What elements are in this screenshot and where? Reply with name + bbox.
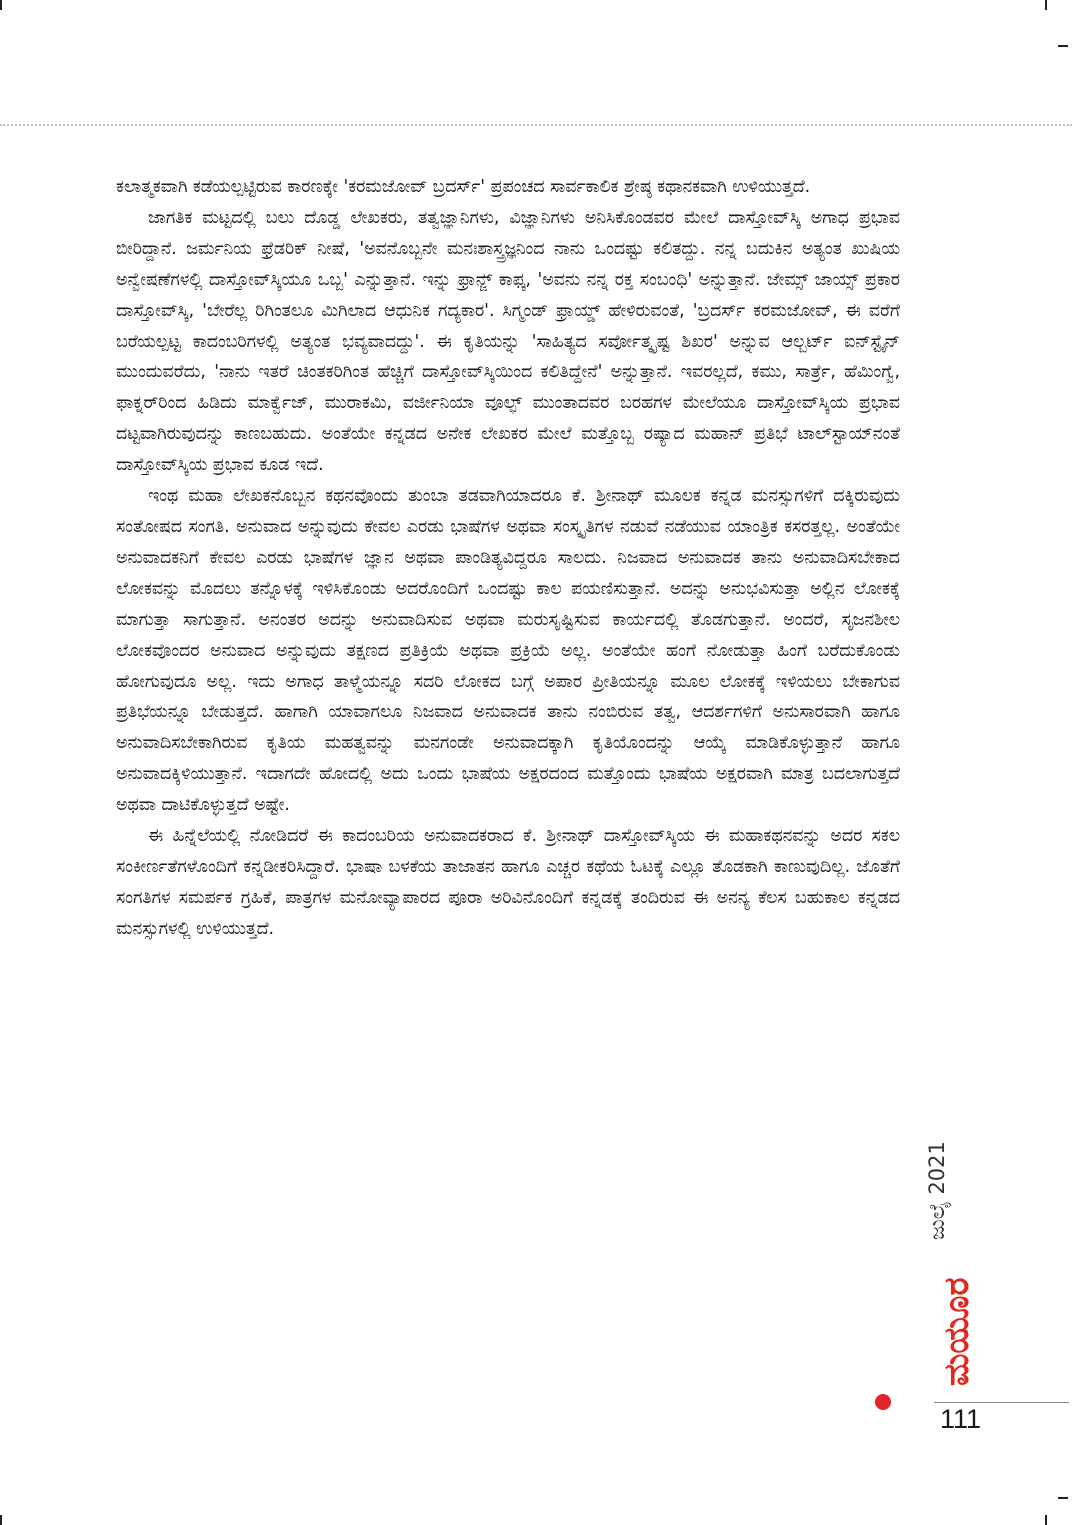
paragraph-2: ಜಾಗತಿಕ ಮಟ್ಟದಲ್ಲಿ ಬಲು ದೊಡ್ಡ ಲೇಖಕರು, ತತ್ವಜ್ಞಾನಿಗಳು, ವಿಜ್ಞಾನಿಗಳು ಅನಿಸಿಕೊಂಡವರ ಮೇಲೆ ದಾಸ್ತೋವ್‌ಸ್ಕಿ ಅಗಾಧ ಪ್ರಭಾವ ಬೀರಿದ್ದಾನೆ. ಜರ್ಮನಿಯ ಫ್ರೆಡರಿಕ್ ನೀಷೆ, 'ಅವನೊಬ್ಬನೇ ಮನಃಶಾಸ್ತ್ರಜ್ಞನಿಂದ ನಾನು ಒಂದಷ್ಟು ಕಲಿತದ್ದು. ನನ್ನ ಬದುಕಿನ ಅತ್ಯಂತ ಖುಷಿಯ ಅನ್ವೇಷಣೆಗಳಲ್ಲಿ ದಾಸ್ತೋವ್‌ಸ್ಕಿಯೂ ಒಬ್ಬ' ಎನ್ನುತ್ತಾನೆ. ಇನ್ನು ಫ್ರಾನ್ಜ್ ಕಾಫ್ಕ, 'ಅವನು ನನ್ನ ರಕ್ತ ಸಂಬಂಧಿ' ಅನ್ನುತ್ತಾನೆ. ಜೇಮ್ಸ್ ಜಾಯ್ಸ್ ಪ್ರಕಾರ ದಾಸ್ತೋವ್‌ಸ್ಕಿ, 'ಬೇರೆಲ್ಲ ರಿಗಿಂತಲೂ ಮಿಗಿಲಾದ ಆಧುನಿಕ ಗದ್ಯಕಾರ'. ಸಿಗ್ಮಂಡ್ ಫ್ರಾಯ್ಡ್ ಹೇಳಿರುವಂತೆ, 'ಬ್ರದರ್ಸ್ ಕರಮಜೋವ್, ಈ ವರೆಗೆ ಬರೆಯಲ್ಪಟ್ಟ ಕಾದಂಬರಿಗಳಲ್ಲಿ ಅತ್ಯಂತ ಭವ್ಯವಾದದ್ದು'. ಈ ಕೃತಿಯನ್ನು 'ಸಾಹಿತ್ಯದ ಸರ್ವೋತ್ಕೃಷ್ಟ ಶಿಖರ' ಅನ್ನುವ ಆಲ್ಬರ್ಟ್ ಐನ್‌ಸ್ಟೈನ್ ಮುಂದುವರೆದು, 'ನಾನು ಇತರೆ ಚಿಂತಕರಿಗಿಂತ ಹೆಚ್ಚಿಗೆ ದಾಸ್ತೋವ್‌ಸ್ಕಿಯಿಂದ ಕಲಿತಿದ್ದೇನೆ' ಅನ್ನುತ್ತಾನೆ. ಇವರಲ್ಲದೆ, ಕಮು, ಸಾರ್ತ್ರೆ, ಹೆಮಿಂಗ್ವೆ, ಫಾಕ್ನರ್‌ರಿಂದ ಹಿಡಿದು ಮಾರ್ಕ್ವೆಜ್, ಮುರಾಕಮಿ, ವರ್ಜೀನಿಯಾ ವೂಲ್ಫ್ ಮುಂತಾದವರ ಬರಹಗಳ ಮೇಲೆಯೂ ದಾಸ್ತೋವ್‌ಸ್ಕಿಯ ಪ್ರಭಾವ ದಟ್ಟವಾಗಿರುವುದನ್ನು ಕಾಣಬಹುದು. ಅಂತೆಯೇ ಕನ್ನಡದ ಅನೇಕ ಲೇಖಕರ ಮೇಲೆ ಮತ್ತೊಬ್ಬ ರಷ್ಯಾದ ಮಹಾನ್ ಪ್ರತಿಭೆ ಟಾಲ್‌ಸ್ಟಾಯ್‌ನಂತೆ ದಾಸ್ತೋವ್‌ಸ್ಕಿಯ ಪ್ರಭಾವ ಕೂಡ ಇದೆ. bbox=[116, 207, 900, 476]
crop-mark-right-upper bbox=[1058, 45, 1068, 47]
folio-rule bbox=[934, 1402, 1069, 1403]
page-number: 111 bbox=[940, 1404, 982, 1434]
crop-mark-right-lower bbox=[1058, 1497, 1068, 1499]
paragraph-3: ಇಂಥ ಮಹಾ ಲೇಖಕನೊಬ್ಬನ ಕಥನವೊಂದು ತುಂಬಾ ತಡವಾಗಿಯಾದರೂ ಕೆ. ಶ್ರೀನಾಥ್ ಮೂಲಕ ಕನ್ನಡ ಮನಸ್ಸುಗಳಿಗೆ ದಕ್ಕಿರುವುದು ಸಂತೋಷದ ಸಂಗತಿ. ಅನುವಾದ ಅನ್ನುವುದು ಕೇವಲ ಎರಡು ಭಾಷೆಗಳ ಅಥವಾ ಸಂಸ್ಕೃತಿಗಳ ನಡುವೆ ನಡೆಯುವ ಯಾಂತ್ರಿಕ ಕಸರತ್ತಲ್ಲ. ಅಂತೆಯೇ ಅನುವಾದಕನಿಗೆ ಕೇವಲ ಎರಡು ಭಾಷೆಗಳ ಜ್ಞಾನ ಅಥವಾ ಪಾಂಡಿತ್ಯವಿದ್ದರೂ ಸಾಲದು. ನಿಜವಾದ ಅನುವಾದಕ ತಾನು ಅನುವಾದಿಸಬೇಕಾದ ಲೋಕವನ್ನು ಮೊದಲು ತನ್ನೊಳಕ್ಕೆ ಇಳಿಸಿಕೊಂಡು ಅದರೊಂದಿಗೆ ಒಂದಷ್ಟು ಕಾಲ ಪಯಣಿಸುತ್ತಾನೆ. ಅದನ್ನು ಅನುಭವಿಸುತ್ತಾ ಅಲ್ಲಿನ ಲೋಕಕ್ಕೆ ಮಾಗುತ್ತಾ ಸಾಗುತ್ತಾನೆ. ಅನಂತರ ಅದನ್ನು ಅನುವಾದಿಸುವ ಅಥವಾ ಮರುಸೃಷ್ಟಿಸುವ ಕಾರ್ಯದಲ್ಲಿ ತೊಡಗುತ್ತಾನೆ. ಅಂದರೆ, ಸೃಜನಶೀಲ ಲೋಕವೊಂದರ ಅನುವಾದ ಅನ್ನುವುದು ತಕ್ಷಣದ ಪ್ರತಿಕ್ರಿಯೆ ಅಥವಾ ಪ್ರಕ್ರಿಯೆ ಅಲ್ಲ. ಅಂತೆಯೇ ಹಂಗೆ ನೋಡುತ್ತಾ ಹಿಂಗೆ ಬರೆದುಕೊಂಡು ಹೋಗುವುದೂ ಅಲ್ಲ. ಇದು ಅಗಾಧ ತಾಳ್ಮೆಯನ್ನೂ ಸದರಿ ಲೋಕದ ಬಗ್ಗೆ ಅಪಾರ ಪ್ರೀತಿಯನ್ನೂ ಮೂಲ ಲೋಕಕ್ಕೆ ಇಳಿಯಲು ಬೇಕಾಗುವ ಪ್ರತಿಭೆಯನ್ನೂ ಬೇಡುತ್ತದೆ. ಹಾಗಾಗಿ ಯಾವಾಗಲೂ ನಿಜವಾದ ಅನುವಾದಕ ತಾನು ನಂಬಿರುವ ತತ್ವ, ಆದರ್ಶಗಳಿಗೆ ಅನುಸಾರವಾಗಿ ಹಾಗೂ ಅನುವಾದಿಸಬೇಕಾಗಿರುವ ಕೃತಿಯ ಮಹತ್ವವನ್ನು ಮನಗಂಡೇ ಅನುವಾದಕ್ಕಾಗಿ ಕೃತಿಯೊಂದನ್ನು ಆಯ್ಕೆ ಮಾಡಿಕೊಳ್ಳುತ್ತಾನೆ ಹಾಗೂ ಅನುವಾದಕ್ಕಿಳಿಯುತ್ತಾನೆ. ಇದಾಗದೇ ಹೋದಲ್ಲಿ ಅದು ಒಂದು ಭಾಷೆಯ ಅಕ್ಷರದಂದ ಮತ್ತೊಂದು ಭಾಷೆಯ ಅಕ್ಷರವಾಗಿ ಮಾತ್ರ ಬದಲಾಗುತ್ತದೆ ಅಥವಾ ದಾಟಿಕೊಳ್ಳುತ್ತದೆ ಅಷ್ಟೇ. bbox=[116, 486, 900, 816]
issue-month: ಜುಲೈ 2021 bbox=[925, 1141, 949, 1240]
crop-mark-bottom-left bbox=[0, 1515, 2, 1525]
article-body bbox=[116, 172, 900, 945]
crop-mark-top-right bbox=[1045, 0, 1047, 10]
crop-mark-top-left bbox=[0, 0, 2, 10]
header-dotted-rule bbox=[0, 124, 1072, 126]
magazine-brand: ಮಯೂರ bbox=[937, 1277, 977, 1386]
paragraph-1: ಕಲಾತ್ಮಕವಾಗಿ ಕಡೆಯಲ್ಪಟ್ಟಿರುವ ಕಾರಣಕ್ಕೇ 'ಕರಮಜೋವ್ ಬ್ರದರ್ಸ್' ಪ್ರಪಂಚದ ಸಾರ್ವಕಾಲಿಕ ಶ್ರೇಷ್ಠ ಕಥಾನಕವಾಗಿ ಉಳಿಯುತ್ತದೆ. bbox=[116, 177, 811, 197]
crop-mark-bottom-right bbox=[1045, 1515, 1047, 1525]
paragraph-4: ಈ ಹಿನ್ನೆಲೆಯಲ್ಲಿ ನೋಡಿದರೆ ಈ ಕಾದಂಬರಿಯ ಅನುವಾದಕರಾದ ಕೆ. ಶ್ರೀನಾಥ್ ದಾಸ್ತೋವ್‌ಸ್ಕಿಯ ಈ ಮಹಾಕಥನವನ್ನು ಅದರ ಸಕಲ ಸಂಕೀರ್ಣತೆಗಳೊಂದಿಗೆ ಕನ್ನಡೀಕರಿಸಿದ್ದಾರೆ. ಭಾಷಾ ಬಳಕೆಯ ತಾಜಾತನ ಹಾಗೂ ಎಚ್ಚರ ಕಥೆಯ ಓಟಕ್ಕೆ ಎಲ್ಲೂ ತೊಡಕಾಗಿ ಕಾಣುವುದಿಲ್ಲ. ಜೊತೆಗೆ ಸಂಗತಿಗಳ ಸಮರ್ಪಕ ಗ್ರಹಿಕೆ, ಪಾತ್ರಗಳ ಮನೋವ್ಯಾಪಾರದ ಪೂರಾ ಅರಿವಿನೊಂದಿಗೆ ಕನ್ನಡಕ್ಕೆ ತಂದಿರುವ ಈ ಅನನ್ಯ ಕೆಲಸ ಬಹುಕಾಲ ಕನ್ನಡದ ಮನಸ್ಸುಗಳಲ್ಲಿ ಉಳಿಯುತ್ತದೆ. bbox=[116, 826, 900, 939]
red-dot-marker bbox=[875, 1394, 891, 1410]
